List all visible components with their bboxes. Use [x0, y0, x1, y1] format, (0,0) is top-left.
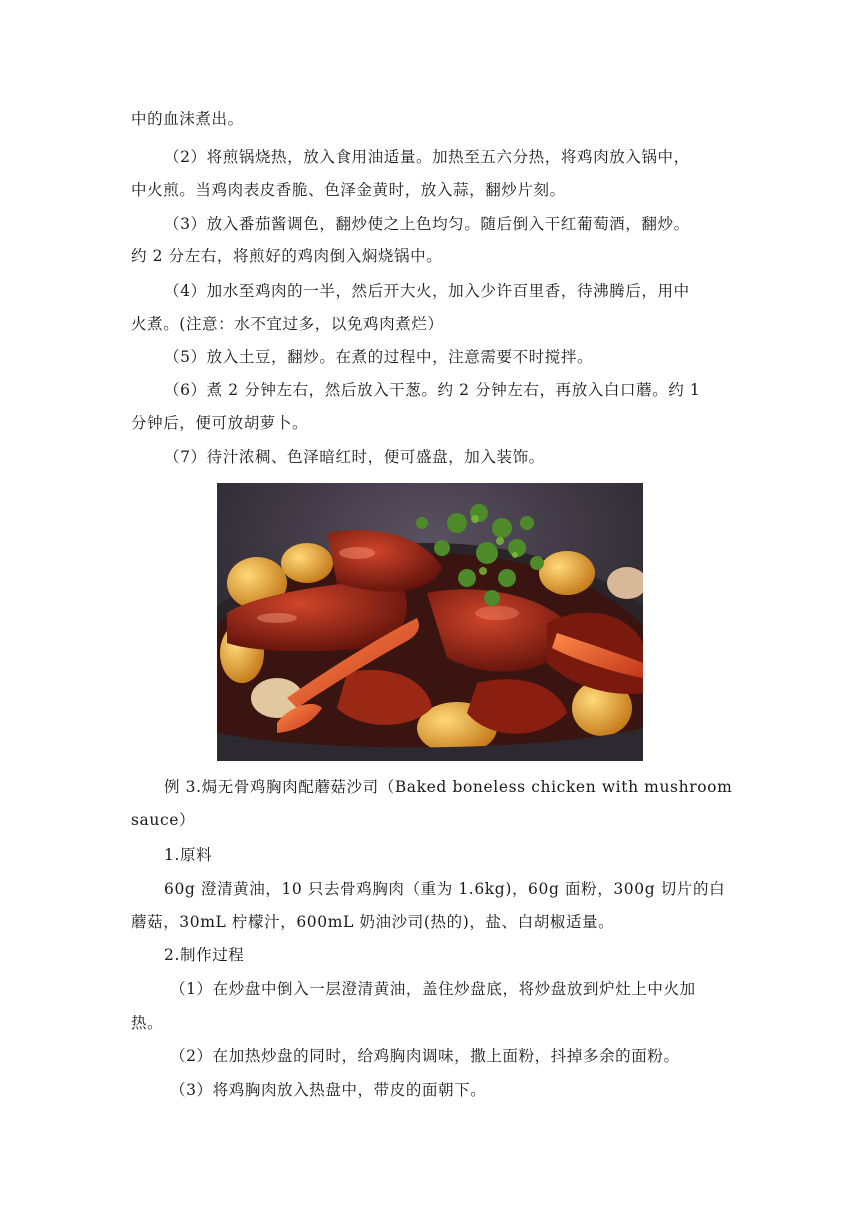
step-2-text: （2）将煎锅烧热，放入食用油适量。加热至五六分热，将鸡肉放入锅中，	[164, 148, 690, 166]
process-step-2: （2）在加热炒盘的同时，给鸡胸肉调味，撒上面粉，抖掉多余的面粉。	[170, 1047, 680, 1065]
text-line: 蘑菇，30mL 柠檬汁，600mL 奶油沙司(热的)，盐、白胡椒适量。	[131, 913, 615, 931]
step-3-text: （3）放入番茄酱调色，翻炒使之上色均匀。随后倒入干红葡萄酒，翻炒。	[164, 215, 690, 233]
step-5-text: （5）放入土豆，翻炒。在煮的过程中，注意需要不时搅拌。	[164, 348, 594, 366]
text-line: 火煮。(注意：水不宜过多，以免鸡肉煮烂）	[131, 315, 444, 333]
text-line: sauce）	[131, 811, 196, 829]
ingredients-text: 60g 澄清黄油，10 只去骨鸡胸肉（重为 1.6kg)，60g 面粉，300g 切片的白	[164, 880, 726, 898]
step-6-text: （6）煮 2 分钟左右，然后放入干葱。约 2 分钟左右，再放入白口蘑。约 1	[164, 381, 701, 399]
step-4-text: （4）加水至鸡肉的一半，然后开大火，加入少许百里香，待沸腾后，用中	[164, 282, 690, 300]
text-line: 热。	[131, 1014, 164, 1032]
example-3-title: 例 3.焗无骨鸡胸肉配蘑菇沙司（Baked boneless chicken with mushroom	[164, 778, 733, 796]
text-line: 分钟后，便可放胡萝卜。	[131, 414, 309, 432]
step-7-text: （7）待汁浓稠、色泽暗红时，便可盛盘，加入装饰。	[164, 448, 545, 466]
process-step-1: （1）在炒盘中倒入一层澄清黄油，盖住炒盘底，将炒盘放到炉灶上中火加	[170, 980, 696, 998]
braised-chicken-photo	[217, 483, 643, 761]
text-line: 中火煎。当鸡肉表皮香脆、色泽金黄时，放入蒜，翻炒片刻。	[131, 181, 566, 199]
process-step-3: （3）将鸡胸肉放入热盘中，带皮的面朝下。	[170, 1081, 487, 1099]
text-line: 中的血沫煮出。	[131, 110, 244, 128]
text-line: 约 2 分左右，将煎好的鸡肉倒入焖烧锅中。	[131, 247, 443, 265]
section-heading-process: 2.制作过程	[164, 946, 245, 964]
section-heading-ingredients: 1.原料	[164, 846, 213, 864]
